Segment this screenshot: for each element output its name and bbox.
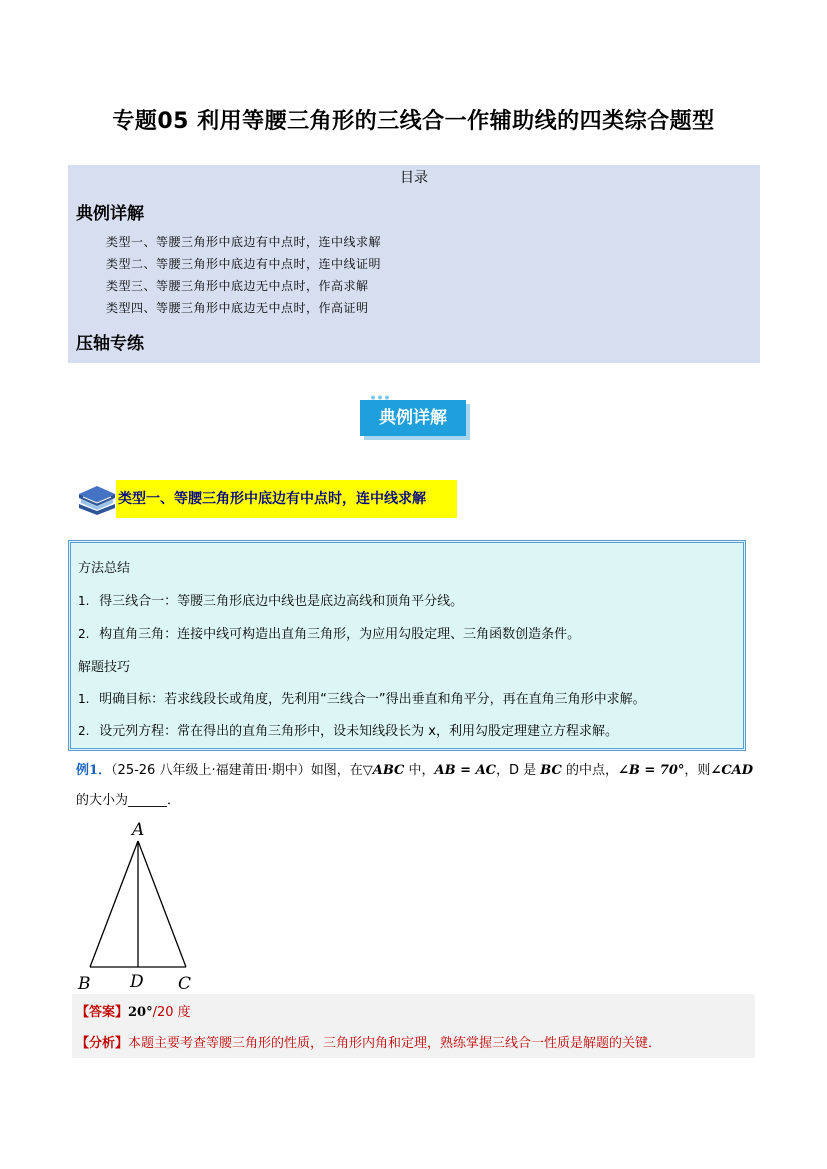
analysis-line (76, 1032, 661, 1051)
example-line-1 (76, 756, 756, 786)
toc-section-practice[interactable]: 压轴专练 (76, 334, 144, 354)
triangle-name: ▽ABC (362, 763, 405, 778)
equation-ab-ac: AB = AC (434, 763, 496, 778)
item-number: 1. (78, 692, 90, 706)
example-line-2: 的大小为______． (76, 793, 181, 808)
item-text: 明确目标：若求线段长或角度，先利用“三线合一”得出垂直和角平分，再在直角三角形中求解。 (99, 692, 646, 707)
angle-b: ∠B = 70° (618, 763, 685, 778)
method-summary-item (78, 590, 463, 609)
toc-heading: 目录 (400, 170, 428, 186)
answer-box (72, 994, 755, 1058)
toc-item-type4[interactable]: 类型四、等腰三角形中底边无中点时，作高证明 (106, 301, 369, 315)
vertex-c-label: C (178, 974, 192, 994)
vertex-b-label: B (78, 974, 91, 994)
section-banner: 典例详解 (360, 400, 466, 436)
example-label: 例1． (76, 763, 112, 778)
answer-tag: 【答案】 (76, 1005, 129, 1020)
answer-rest: /20 度 (152, 1005, 191, 1020)
side-ac (138, 841, 186, 967)
toc-section-examples[interactable]: 典例详解 (76, 204, 144, 224)
page-title: 专题05 利用等腰三角形的三线合一作辅助线的四类综合题型 (112, 109, 715, 134)
solving-tips-title: 解题技巧 (78, 660, 131, 675)
point-d-label: D (130, 972, 144, 992)
method-summary-title: 方法总结 (78, 561, 131, 576)
example-text: ，则 (684, 763, 711, 778)
angle-cad: ∠CAD (710, 763, 754, 778)
analysis-text: 本题主要考查等腰三角形的性质，三角形内角和定理，熟练掌握三线合一性质是解题的关键． (128, 1036, 662, 1051)
method-summary-item (78, 623, 580, 642)
example-text: ，D 是 (496, 763, 541, 778)
item-number: 2. (78, 724, 90, 738)
toc-item-type2[interactable]: 类型二、等腰三角形中底边有中点时，连中线证明 (106, 257, 382, 271)
toc-item-type1[interactable]: 类型一、等腰三角形中底边有中点时，连中线求解 (106, 235, 382, 249)
example-text: 的中点， (561, 763, 618, 778)
table-of-contents (68, 165, 760, 363)
example-source: （25-26 八年级上·福建莆田·期中）如图，在 (111, 763, 363, 778)
analysis-tag: 【分析】 (76, 1036, 129, 1051)
solving-tip-item (78, 688, 646, 707)
answer-value: 20° (128, 1005, 153, 1020)
answer-line (76, 1001, 191, 1020)
books-stack-icon (77, 480, 117, 520)
segment-bc: BC (540, 763, 562, 778)
toc-item-type3[interactable]: 类型三、等腰三角形中底边无中点时，作高求解 (106, 279, 369, 293)
item-text: 构直角三角：连接中线可构造出直角三角形，为应用勾股定理、三角函数创造条件。 (99, 627, 581, 642)
item-text: 设元列方程：常在得出的直角三角形中，设未知线段长为 x，利用勾股定理建立方程求解。 (99, 724, 618, 739)
triangle-figure (70, 815, 210, 995)
solving-tip-item (78, 720, 618, 739)
example-text: 中， (404, 763, 435, 778)
example-question (76, 756, 756, 816)
side-ab (90, 841, 138, 967)
method-summary-box (68, 540, 746, 751)
item-text: 得三线合一：等腰三角形底边中线也是底边高线和顶角平分线。 (99, 594, 464, 609)
item-number: 2. (78, 627, 90, 641)
vertex-a-label: A (132, 820, 145, 840)
type-heading: 类型一、等腰三角形中底边有中点时，连中线求解 (116, 480, 457, 518)
item-number: 1. (78, 594, 90, 608)
